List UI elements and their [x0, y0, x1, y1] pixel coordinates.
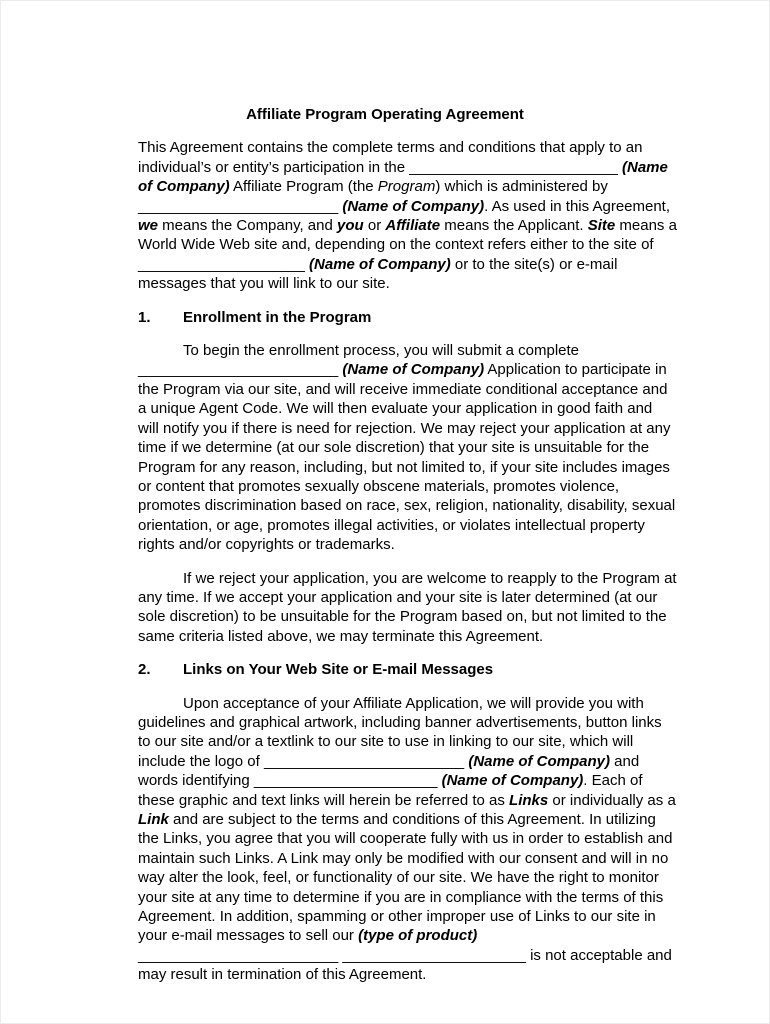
text-run: Program — [377, 178, 436, 196]
section-1-number: 1. — [138, 308, 151, 326]
text-run: and words identifying — [138, 752, 640, 790]
text-run: (Name of Company) — [342, 361, 485, 379]
section-1-title: Enrollment in the Program — [183, 308, 372, 326]
fill-in-blank: ________________________ ______________________ — [138, 946, 526, 964]
text-run: (Name of Company) — [138, 158, 668, 196]
text-run: (Name of Company) — [309, 255, 451, 273]
text-run: Affiliate — [385, 217, 441, 235]
text-run: or to the site(s) or e-mail messages that you will link to our site. — [138, 255, 618, 293]
fill-in-blank: ________________________ — [263, 752, 465, 770]
text-run: Link — [138, 811, 169, 828]
text-run: This Agreement contains the complete terms and conditions that apply to an individual’s or entity’s participation in the — [138, 139, 643, 176]
text-run: ) which is administered by — [435, 178, 608, 196]
intro-paragraph — [138, 138, 677, 293]
text-run: Application to participate in the Program via our site, and will receive immediate conditional acceptance and a unique Agent Code. We will then evaluate your application in good faith and will notify you if there is need for rejection. We may reject your application at any time if we determine (at our sole discretion) that your site is unsuitable for the Program for any reason, including, but not limited to, if your site includes images or content that promotes sexually obscene materials, promotes violence, promotes discrimination based on race, sex, religion, nationality, disability, sexual orientation, or age, promotes illegal activities, or violates intellectual property rights and/or copyrights or trademarks. — [138, 361, 676, 554]
section-2-title: Links on Your Web Site or E-mail Messages — [183, 661, 494, 679]
text-run: Affiliate Program (the — [229, 178, 378, 196]
enrollment-paragraph-2 — [138, 569, 677, 647]
text-run: you — [337, 217, 364, 235]
text-run: Links — [509, 791, 549, 809]
text-run: (Name of Company) — [342, 197, 485, 215]
text-run: Site — [587, 217, 616, 235]
text-run: If we reject your application, you are welcome to reapply to the Program at any time. If we accept your application and your site is later determined (at our sole discretion) to be unsuitable for the Program based on, but not limited to the same criteria listed above, we may terminate this Agreement. — [138, 569, 677, 645]
enrollment-paragraph-1 — [138, 341, 677, 554]
text-run: (type of product) — [358, 927, 478, 945]
fill-in-blank: ________________________ — [138, 197, 339, 215]
text-run: (Name of Company) — [468, 752, 611, 770]
fill-in-blank: ____________________ — [138, 255, 305, 273]
fill-in-blank: _________________________ — [409, 158, 618, 176]
document-title: Affiliate Program Operating Agreement — [246, 106, 524, 123]
links-paragraph-1 — [138, 694, 677, 985]
section-2-number: 2. — [138, 661, 151, 679]
section-1-heading — [138, 308, 677, 327]
text-run: means the Company, and — [158, 217, 338, 235]
text-run: is not acceptable and may result in termination of this Agreement. — [138, 946, 672, 984]
section-2-heading — [138, 660, 677, 679]
text-run: or — [363, 217, 386, 235]
text-run: we — [138, 217, 159, 235]
fill-in-blank: ________________________ — [138, 361, 339, 379]
text-run: Upon acceptance of your Affiliate Application, we will provide you with guidelines and graphical artwork, including banner advertisements, button links to our site and/or a textlink to our site to use in linking to our site, which will include the logo of — [138, 694, 662, 770]
text-run: (Name of Company) — [441, 772, 584, 790]
text-run: and are subject to the terms and conditions of this Agreement. In utilizing the Links, you agree that you will cooperate fully with us in order to establish and maintain such Links. A Link may only be modified with our consent and will in no way alter the look, feel, or functionality of our site. We have the right to monitor your site at any time to determine if you are in compliance with the terms of this Agreement. In addition, spamming or other improper use of Links to our site in your e-mail messages to sell our — [138, 811, 673, 945]
text-run: or individually as a — [548, 791, 676, 809]
fill-in-blank: ______________________ — [253, 772, 438, 790]
text-run: means a World Wide Web site and, depending on the context refers either to the site of — [138, 217, 677, 254]
text-run: To begin the enrollment process, you will submit a complete — [183, 342, 580, 360]
text-run: . Each of these graphic and text links will herein be referred to as — [138, 772, 643, 809]
text-run: means the Applicant. — [440, 217, 588, 235]
text-run: . As used in this Agreement, — [484, 197, 671, 215]
